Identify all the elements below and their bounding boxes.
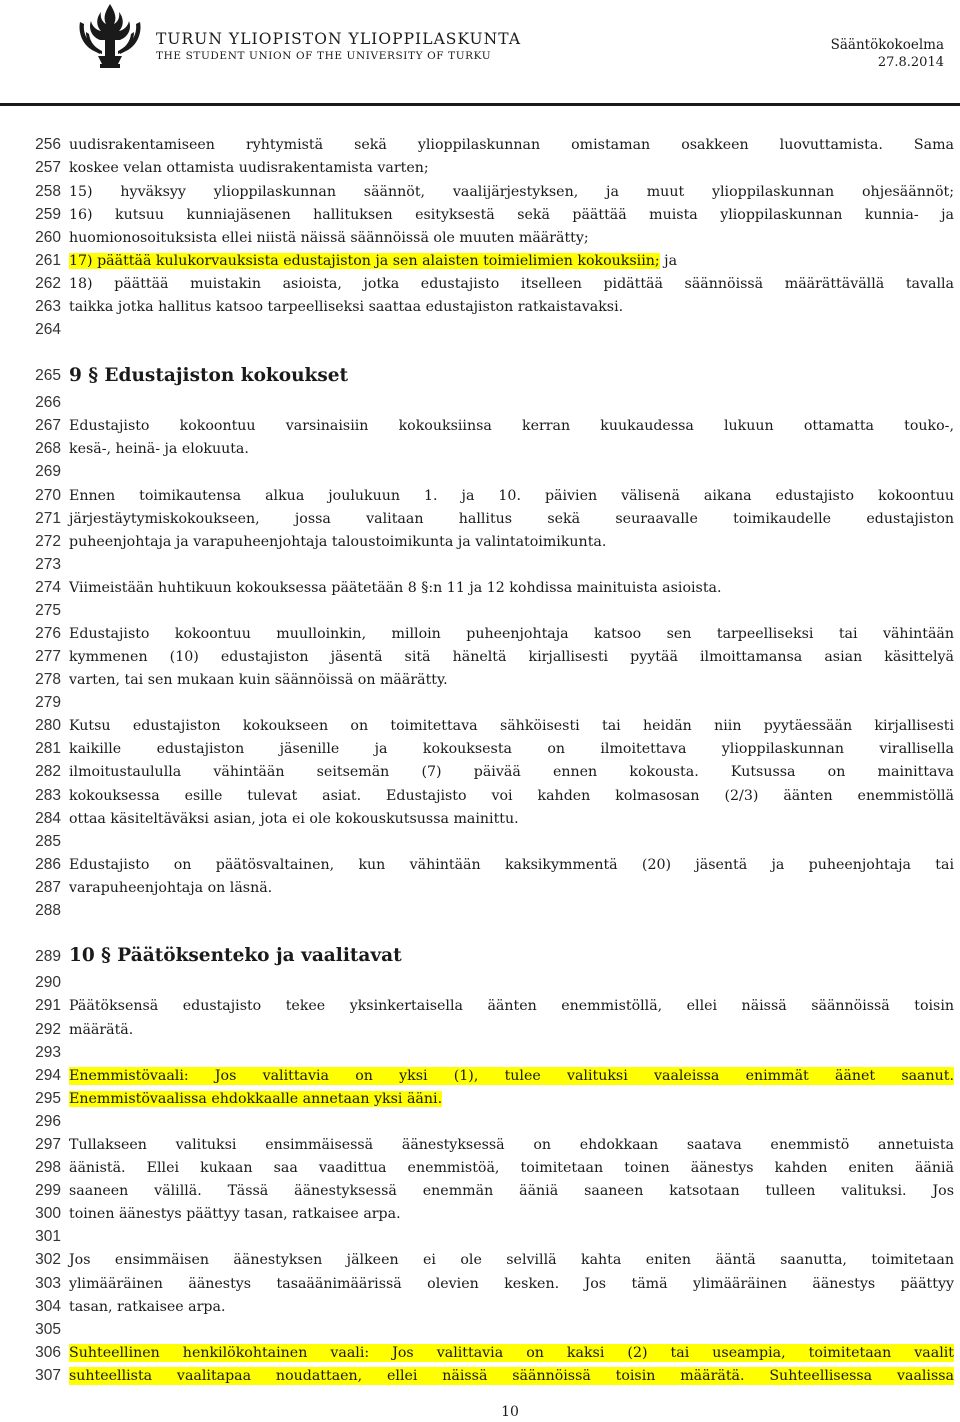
text-line: Tullakseen valituksi ensimmäisessä äänestyksessä on ehdokkaan saatava enemmistö annetuista <box>69 1137 954 1153</box>
line-number: 267 <box>35 417 61 434</box>
line-number: 293 <box>35 1044 61 1061</box>
line-number: 262 <box>35 275 61 292</box>
highlighted-text: Enemmistövaali: Jos valittavia on yksi (1), tulee valituksi vaaleissa enimmät äänet saanut. <box>69 1068 954 1084</box>
text-line: 15) hyväksyy ylioppilaskunnan säännöt, vaalijärjestyksen, ja muut ylioppilaskunnan ohjesäännöt; <box>69 184 954 200</box>
line-number: 294 <box>35 1067 61 1084</box>
student-union-logo <box>72 2 148 70</box>
line-number: 268 <box>35 440 61 457</box>
text-line <box>69 1067 954 1085</box>
line-number: 303 <box>35 1275 61 1292</box>
text-line: 16) kutsuu kunniajäsenen hallituksen esityksestä sekä päättää muista ylioppilaskunnan kunnia- ja <box>69 207 954 223</box>
text-line <box>69 252 677 270</box>
text-line: koskee velan ottamista uudisrakentamista varten; <box>69 160 429 176</box>
line-number: 279 <box>35 694 61 711</box>
line-number: 259 <box>35 206 61 223</box>
line-number: 296 <box>35 1113 61 1130</box>
text-line: toinen äänestys päättyy tasan, ratkaisee arpa. <box>69 1206 401 1222</box>
text-line: puheenjohtaja ja varapuheenjohtaja taloustoimikunta ja valintatoimikunta. <box>69 534 607 550</box>
text-line: äänistä. Ellei kukaan saa vaadittua enemmistöä, toimitetaan toinen äänestys kahden eniten ääniä <box>69 1160 954 1176</box>
highlighted-text: Enemmistövaalissa ehdokkaalle annetaan yksi ääni. <box>69 1091 443 1107</box>
text-line: Kutsu edustajiston kokoukseen on toimitettava sähköisesti tai heidän niin pyytäessään kirjallisesti <box>69 718 954 734</box>
line-number: 261 <box>35 252 61 269</box>
text-line: tasan, ratkaisee arpa. <box>69 1299 226 1315</box>
text-line <box>69 1367 954 1385</box>
line-number: 287 <box>35 879 61 896</box>
header-divider <box>0 103 960 106</box>
text-line: kaikille edustajiston jäsenille ja kokouksesta on ilmoitettava ylioppilaskunnan virallisella <box>69 741 954 757</box>
line-number: 304 <box>35 1298 61 1315</box>
document-date: 27.8.2014 <box>877 55 944 70</box>
text-line: Päätöksensä edustajisto tekee yksinkertaisella äänten enemmistöllä, ellei näissä säännöissä toisin <box>69 998 954 1014</box>
text-line: huomionosoituksista ellei niistä näissä säännöissä ole muuten määrätty; <box>69 230 589 246</box>
text-line: Edustajisto on päätösvaltainen, kun vähintään kaksikymmentä (20) jäsentä ja puheenjohtaja tai <box>69 857 954 873</box>
line-number: 281 <box>35 740 61 757</box>
line-number: 282 <box>35 763 61 780</box>
line-number: 305 <box>35 1321 61 1338</box>
highlighted-text: 17) päättää kulukorvauksista edustajiston ja sen alaisten toimielimien kokouksiin; <box>69 253 660 269</box>
section-heading-10: 10 § Päätöksenteko ja vaalitavat <box>69 945 402 966</box>
text-line: saaneen välillä. Tässä äänestyksessä enemmän ääniä saaneen katsotaan tulleen valituksi. Jos <box>69 1183 954 1199</box>
text-line: varten, tai sen mukaan kuin säännöissä on määrätty. <box>69 672 448 688</box>
text-line: taikka jotka hallitus katsoo tarpeelliseksi saattaa edustajiston ratkaistavaksi. <box>69 299 624 315</box>
line-number: 306 <box>35 1344 61 1361</box>
text-line <box>69 1344 954 1362</box>
text-line: kymmenen (10) edustajiston jäsentä sitä häneltä kirjallisesti pyytää ilmoittamansa asian käsittelyä <box>69 649 954 665</box>
text-line: Viimeistään huhtikuun kokouksessa päätetään 8 §:n 11 ja 12 kohdissa mainituista asioista. <box>69 580 722 596</box>
line-number: 300 <box>35 1205 61 1222</box>
text-line: ottaa käsiteltäväksi asian, jota ei ole kokouskutsussa mainittu. <box>69 811 519 827</box>
text-line: Edustajisto kokoontuu muulloinkin, milloin puheenjohtaja katsoo sen tarpeelliseksi tai vähintään <box>69 626 954 642</box>
line-number: 275 <box>35 602 61 619</box>
text-line <box>69 1090 442 1108</box>
line-number: 278 <box>35 671 61 688</box>
text-line: kesä-, heinä- ja elokuuta. <box>69 441 249 457</box>
text-line: ilmoitustaululla vähintään seitsemän (7) päivää ennen kokousta. Kutsussa on mainittava <box>69 764 954 780</box>
line-number: 286 <box>35 856 61 873</box>
line-number: 298 <box>35 1159 61 1176</box>
text-line: uudisrakentamiseen ryhtymistä sekä ylioppilaskunnan omistaman osakkeen luovuttamista. Sama <box>69 137 954 153</box>
line-number: 302 <box>35 1251 61 1268</box>
line-number: 258 <box>35 183 61 200</box>
line-number: 288 <box>35 902 61 919</box>
text-line: 18) päättää muistakin asioista, jotka edustajisto itselleen pidättää säännöissä määrättävällä tavalla <box>69 276 954 292</box>
document-header-info <box>831 36 944 72</box>
organization-name-finnish: TURUN YLIOPISTON YLIOPPILASKUNTA <box>156 30 522 48</box>
line-number: 273 <box>35 556 61 573</box>
text-line: Ennen toimikautensa alkua joulukuun 1. ja 10. päivien välisenä aikana edustajisto kokoontuu <box>69 488 954 504</box>
line-number: 292 <box>35 1021 61 1038</box>
line-number: 290 <box>35 974 61 991</box>
organization-name-english: THE STUDENT UNION OF THE UNIVERSITY OF TURKU <box>156 50 492 62</box>
text-line: järjestäytymiskokoukseen, jossa valitaan hallitus sekä seuraavalle toimikaudelle edustajiston <box>69 511 954 527</box>
line-number: 270 <box>35 487 61 504</box>
text-line: Edustajisto kokoontuu varsinaisiin kokouksiinsa kerran kuukaudessa lukuun ottamatta touko-, <box>69 418 954 434</box>
line-number: 269 <box>35 463 61 480</box>
line-number: 297 <box>35 1136 61 1153</box>
line-number: 264 <box>35 321 61 338</box>
line-number: 299 <box>35 1182 61 1199</box>
line-number: 307 <box>35 1367 61 1384</box>
line-number: 265 <box>35 367 61 384</box>
text-fragment: ja <box>659 253 678 269</box>
line-number: 295 <box>35 1090 61 1107</box>
organization-name <box>156 30 521 63</box>
line-number: 266 <box>35 394 61 411</box>
highlighted-text: Suhteellinen henkilökohtainen vaali: Jos valittavia on kaksi (2) tai useampia, toimitetaan vaalit <box>69 1345 954 1361</box>
text-line: kokouksessa esille tulevat asiat. Edustajisto voi kahden kolmasosan (2/3) äänten enemmistöllä <box>69 788 954 804</box>
line-number: 271 <box>35 510 61 527</box>
text-line: määrätä. <box>69 1022 134 1038</box>
line-number: 283 <box>35 787 61 804</box>
line-number: 289 <box>35 948 61 965</box>
line-number: 277 <box>35 648 61 665</box>
page-number: 10 <box>501 1404 519 1420</box>
section-heading-9: 9 § Edustajiston kokoukset <box>69 365 349 386</box>
line-number: 301 <box>35 1228 61 1245</box>
line-number: 276 <box>35 625 61 642</box>
text-line: ylimääräinen äänestys tasaäänimäärissä olevien kesken. Jos tämä ylimääräinen äänestys päättyy <box>69 1276 954 1292</box>
line-number: 280 <box>35 717 61 734</box>
line-number: 257 <box>35 159 61 176</box>
line-number: 272 <box>35 533 61 550</box>
line-number: 256 <box>35 136 61 153</box>
line-number: 260 <box>35 229 61 246</box>
line-number: 284 <box>35 810 61 827</box>
line-number: 274 <box>35 579 61 596</box>
text-line: varapuheenjohtaja on läsnä. <box>69 880 273 896</box>
line-number: 291 <box>35 997 61 1014</box>
highlighted-text: suhteellista vaalitapaa noudattaen, ellei näissä säännöissä toisin määrätä. Suhteellisessa vaalissa <box>69 1368 954 1384</box>
line-number: 285 <box>35 833 61 850</box>
line-number: 263 <box>35 298 61 315</box>
document-title: Sääntökokoelma <box>830 37 944 53</box>
text-line: Jos ensimmäisen äänestyksen jälkeen ei ole selvillä kahta eniten ääntä saanutta, toimitetaan <box>69 1252 954 1268</box>
